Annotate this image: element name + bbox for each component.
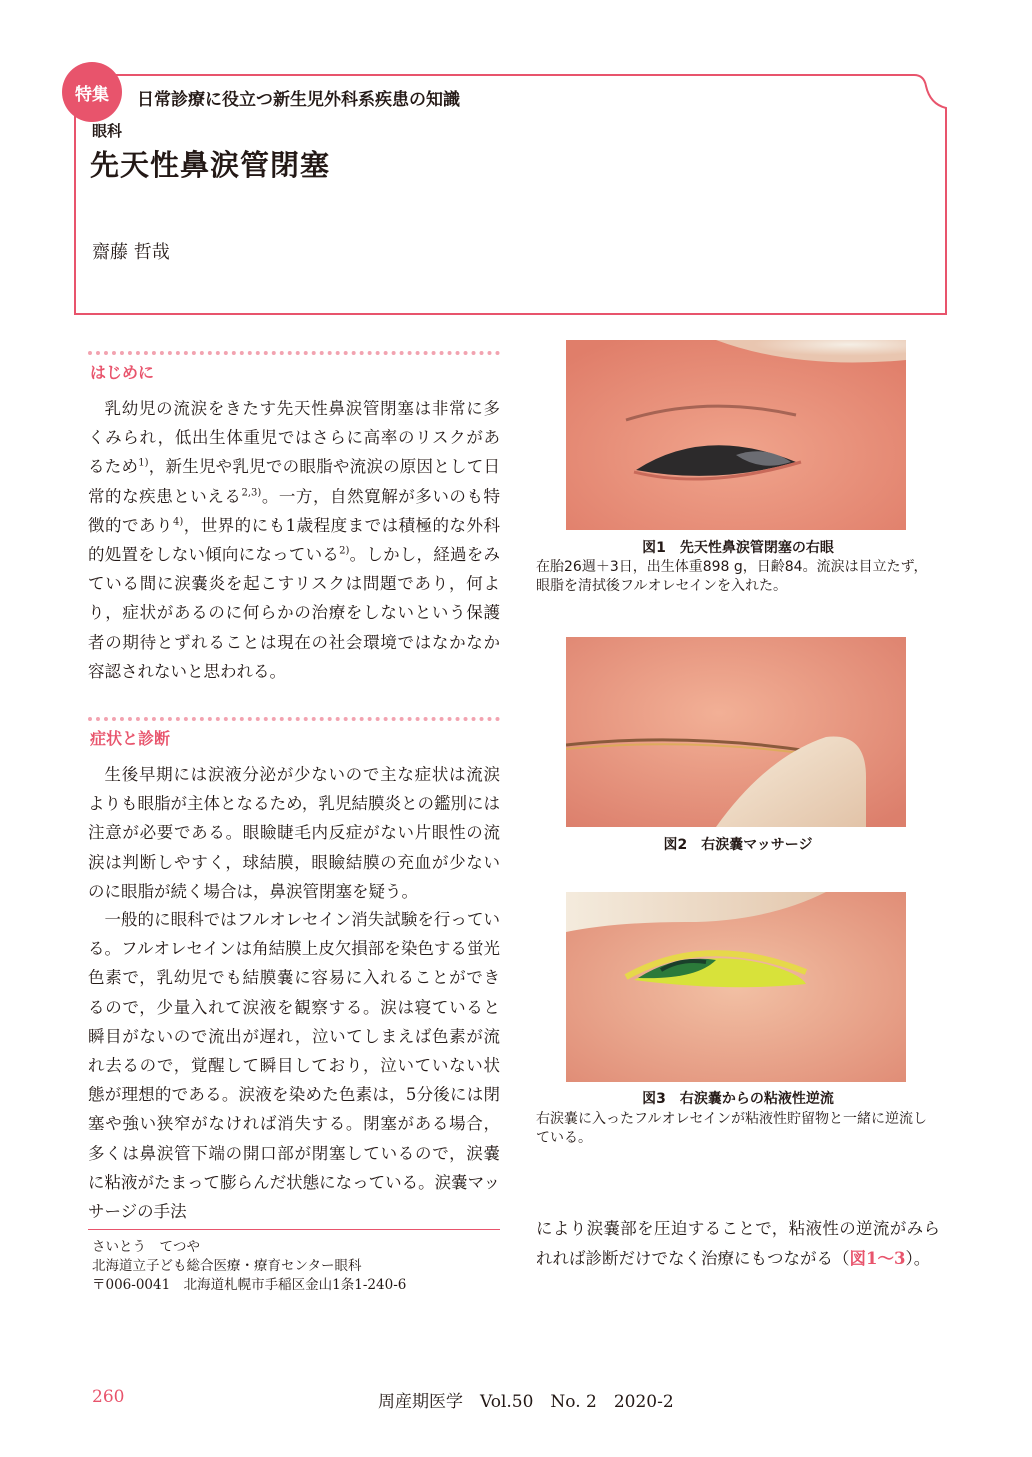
diagnosis-paragraph-2: 一般的に眼科ではフルオレセイン消失試験を行っている。フルオレセインは角結膜上皮欠損部を染色する蛍光色素で，乳幼児でも結膜嚢に容易に入れることができるので，少量入れて涙液を観察する。涙は寝ていると瞬目がないので流出が遅れ，泣いてしまえば色素が流れ去るので，覚醒して瞬目しており，泣いていない状態が理想的である。涙液を染めた色素は，5分後には閉塞や強い狭窄がなければ消失する。閉塞がある場合，多くは鼻涙管下端の開口部が閉塞しているので，涙嚢に粘液がたまって膨らんだ状態になっている。涙嚢マッサージの手法 <box>88 910 500 1222</box>
author-name: 齋藤 哲哉 <box>92 242 170 263</box>
figure-1-photo <box>566 340 906 530</box>
citation-1: 1) <box>138 457 149 469</box>
intro-text-5: 。しかし，経過をみている間に涙嚢炎を起こすリスクは問題であり，何より，症状があるのに何らかの治療をしないという保護者の期待とずれることは現在の社会環境ではなかなか容認されないと思われる。 <box>88 545 501 681</box>
figure-1-title: 図1 先天性鼻涙管閉塞の右眼 <box>642 540 834 556</box>
citation-2-3: 2,3) <box>241 487 262 499</box>
continuation-end: ）。 <box>905 1249 931 1268</box>
journal-info: 周産期医学 Vol.50 No. 2 2020-2 <box>378 1392 674 1412</box>
feature-badge: 特集 <box>62 62 122 122</box>
section-divider <box>88 351 500 355</box>
author-reading: さいとう てつや <box>92 1239 200 1255</box>
diagnosis-paragraph-1: 生後早期には涙液分泌が少ないので主な症状は流涙よりも眼脂が主体となるため，乳児結膜炎との鑑別には注意が必要である。眼瞼睫毛内反症がない片眼性の流涙は判断しやすく，球結膜，眼瞼結膜の充血が少ないのに眼脂が続く場合は，鼻涙管閉塞を疑う。 <box>88 765 500 901</box>
note-divider <box>88 1229 500 1230</box>
figure-1-caption: 在胎26週＋3日，出生体重898 g，日齢84。流涙は目立たず，眼脂を清拭後フルオレセインを入れた。 <box>536 559 928 594</box>
header-border <box>74 74 947 315</box>
continuation-paragraph <box>536 1214 940 1274</box>
category-label: 眼科 <box>92 122 123 140</box>
intro-text-1: 乳幼児の流涙をきたす先天性鼻涙管閉塞は非常に多くみられ，低出生体重児ではさらに高率のリスクがあるため <box>88 399 500 477</box>
figure-2-photo <box>566 637 906 827</box>
figure-3-caption: 右涙嚢に入ったフルオレセインが粘液性貯留物と一緒に逆流している。 <box>536 1111 928 1146</box>
intro-text-3: 。一方，自然寛解が多いのも特徴的であり <box>88 486 501 535</box>
figure-reference: 図1～3 <box>849 1249 906 1268</box>
author-address: 〒006-0041 北海道札幌市手稲区金山1条1-240-6 <box>92 1277 407 1293</box>
figure-2-title: 図2 右涙嚢マッサージ <box>663 837 813 853</box>
intro-text-2: ，新生児や乳児での眼脂や流涙の原因として日常的な疾患といえる <box>88 457 501 506</box>
citation-4: 4) <box>172 516 184 528</box>
section-heading-intro: はじめに <box>90 363 155 382</box>
section-divider <box>88 717 500 721</box>
header-frame <box>74 74 947 315</box>
author-affiliation: 北海道立子ども総合医療・療育センター眼科 <box>92 1258 362 1274</box>
citation-2: 2) <box>339 545 350 557</box>
page-number: 260 <box>92 1387 125 1407</box>
intro-text-4: ，世界的にも1歳程度までは積極的な外科的処置をしない傾向になっている <box>88 515 501 565</box>
figure-3-photo <box>566 892 906 1082</box>
figure-3-title: 図3 右涙嚢からの粘液性逆流 <box>642 1091 834 1107</box>
intro-paragraph <box>88 394 500 686</box>
continuation-text: により涙嚢部を圧迫することで，粘液性の逆流がみられれば診断だけでなく治療にもつながる（ <box>536 1219 940 1268</box>
series-title: 日常診療に役立つ新生児外科系疾患の知識 <box>137 90 460 110</box>
section-heading-diagnosis: 症状と診断 <box>90 729 171 748</box>
article-title: 先天性鼻涙管閉塞 <box>90 148 331 182</box>
